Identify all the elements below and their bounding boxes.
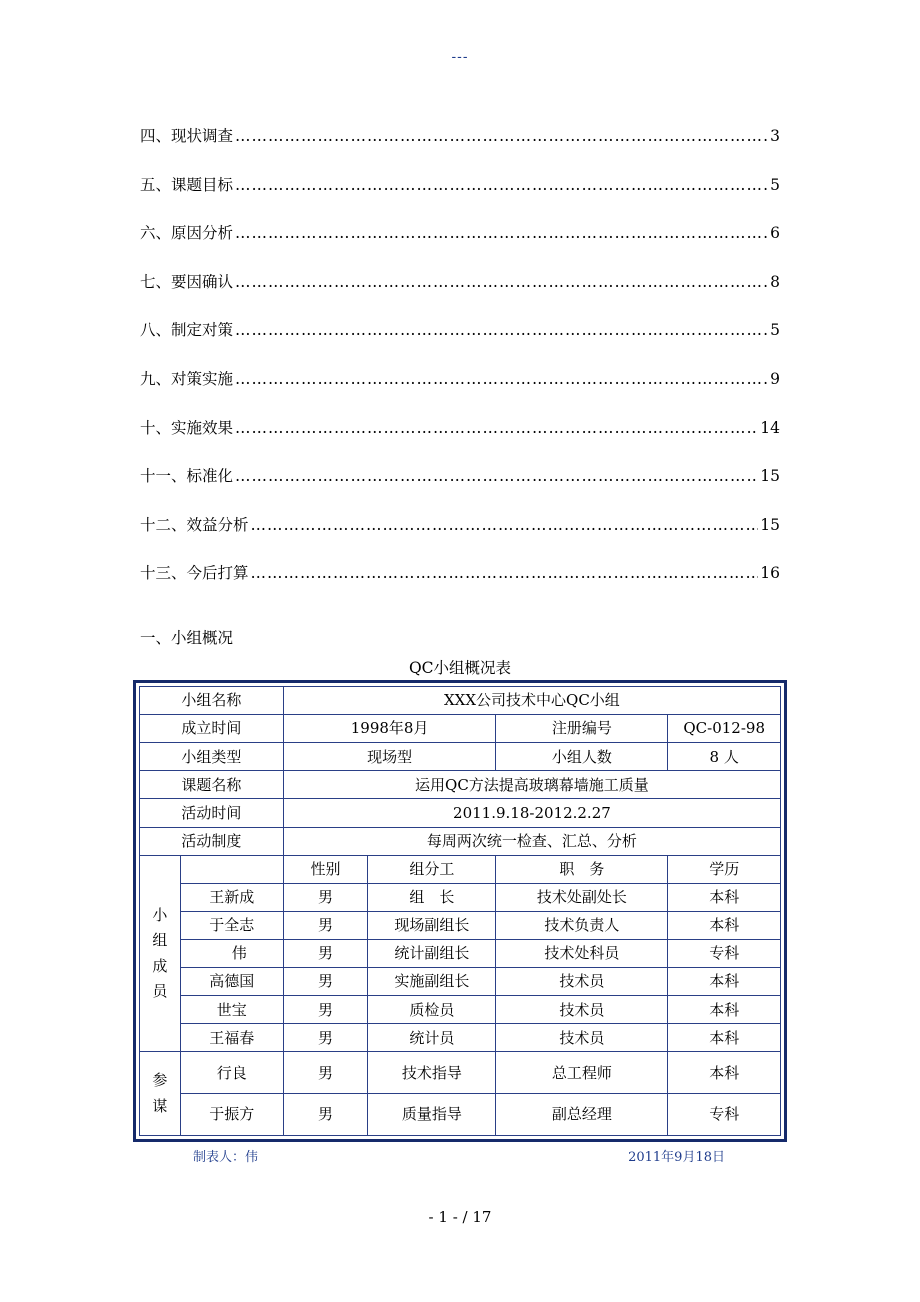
member-row xyxy=(140,883,781,911)
member-name: 伟 xyxy=(180,939,283,967)
member-name: 王福春 xyxy=(180,1024,283,1052)
member-sex: 男 xyxy=(283,1024,367,1052)
member-row xyxy=(140,911,781,939)
table-row xyxy=(140,743,781,771)
toc-leader-dots xyxy=(235,467,758,485)
table-maker: 制表人：伟 xyxy=(193,1150,259,1165)
toc-entry[interactable] xyxy=(140,464,780,513)
qc-group-table xyxy=(133,680,787,1142)
member-role: 实施副组长 xyxy=(368,968,496,996)
member-edu: 本科 xyxy=(668,883,781,911)
advisor-sex: 男 xyxy=(283,1052,367,1094)
toc-entry-page: 8 xyxy=(770,272,780,291)
toc-entry-title: 八、制定对策 xyxy=(140,321,234,340)
toc-entry[interactable] xyxy=(140,173,780,222)
toc-entry-page: 6 xyxy=(770,224,780,243)
member-title: 技术员 xyxy=(496,1024,668,1052)
member-sex: 男 xyxy=(283,968,367,996)
section-title: 一、小组概况 xyxy=(140,629,234,647)
member-role: 组 长 xyxy=(368,883,496,911)
toc-entry-page: 5 xyxy=(770,175,780,194)
header-mark: --- xyxy=(451,48,469,64)
advisor-edu: 专科 xyxy=(668,1094,781,1136)
label-cell: 活动时间 xyxy=(140,799,284,827)
table-of-contents xyxy=(140,124,780,610)
toc-leader-dots xyxy=(235,127,768,145)
table-date: 2011年9月18日 xyxy=(628,1150,725,1165)
toc-entry-title: 五、课题目标 xyxy=(140,175,234,194)
toc-entry-title: 四、现状调查 xyxy=(140,127,234,145)
advisor-name: 行良 xyxy=(180,1052,283,1094)
toc-entry-page: 16 xyxy=(760,564,780,583)
table-caption: QC小组概况表 xyxy=(408,659,512,677)
toc-entry-title: 十、实施效果 xyxy=(140,418,234,437)
member-edu: 本科 xyxy=(668,1024,781,1052)
toc-entry[interactable] xyxy=(140,561,780,610)
value-cell: 每周两次统一检查、汇总、分析 xyxy=(283,827,780,855)
toc-leader-dots xyxy=(235,370,768,388)
advisor-row xyxy=(140,1052,781,1094)
members-group-label: 小 组 成 员 xyxy=(140,855,181,1052)
member-title: 技术处科员 xyxy=(496,939,668,967)
toc-entry[interactable] xyxy=(140,318,780,367)
member-row xyxy=(140,968,781,996)
member-role: 质检员 xyxy=(368,996,496,1024)
toc-leader-dots xyxy=(235,419,758,437)
value-cell: 运用QC方法提高玻璃幕墙施工质量 xyxy=(283,771,780,799)
member-role: 统计员 xyxy=(368,1024,496,1052)
toc-leader-dots xyxy=(235,176,768,194)
toc-entry[interactable] xyxy=(140,367,780,416)
member-name: 王新成 xyxy=(180,883,283,911)
member-edu: 本科 xyxy=(668,968,781,996)
table-row xyxy=(140,687,781,715)
toc-leader-dots xyxy=(235,321,768,339)
member-row xyxy=(140,996,781,1024)
column-header: 性别 xyxy=(283,855,367,883)
advisor-title: 副总经理 xyxy=(496,1094,668,1136)
toc-leader-dots xyxy=(251,564,759,582)
advisor-role: 技术指导 xyxy=(368,1052,496,1094)
member-row xyxy=(140,1024,781,1052)
member-header-row xyxy=(140,855,781,883)
toc-entry-title: 十三、今后打算 xyxy=(140,564,249,583)
table-row xyxy=(140,799,781,827)
advisor-edu: 本科 xyxy=(668,1052,781,1094)
member-sex: 男 xyxy=(283,883,367,911)
member-sex: 男 xyxy=(283,996,367,1024)
column-header-empty xyxy=(180,855,283,883)
value-cell: 1998年8月 xyxy=(283,715,496,743)
member-name: 于全志 xyxy=(180,911,283,939)
table-row xyxy=(140,827,781,855)
toc-entry-title: 十二、效益分析 xyxy=(140,515,249,534)
member-edu: 本科 xyxy=(668,911,781,939)
label-cell: 小组名称 xyxy=(140,687,284,715)
toc-entry-title: 七、要因确认 xyxy=(140,272,234,291)
value-cell: XXX公司技术中心QC小组 xyxy=(283,687,780,715)
value-cell: 2011.9.18-2012.2.27 xyxy=(283,799,780,827)
table-row xyxy=(140,771,781,799)
toc-entry[interactable] xyxy=(140,513,780,562)
column-header: 学历 xyxy=(668,855,781,883)
label-cell: 小组人数 xyxy=(496,743,668,771)
label-cell: 成立时间 xyxy=(140,715,284,743)
value-cell: 现场型 xyxy=(283,743,496,771)
member-name: 世宝 xyxy=(180,996,283,1024)
member-sex: 男 xyxy=(283,911,367,939)
toc-entry-page: 15 xyxy=(760,467,780,486)
toc-entry-title: 六、原因分析 xyxy=(140,224,234,243)
toc-entry[interactable] xyxy=(140,270,780,319)
toc-entry-title: 十一、标准化 xyxy=(140,467,234,486)
label-cell: 小组类型 xyxy=(140,743,284,771)
advisor-role: 质量指导 xyxy=(368,1094,496,1136)
toc-leader-dots xyxy=(251,516,759,534)
member-edu: 专科 xyxy=(668,939,781,967)
label-cell: 活动制度 xyxy=(140,827,284,855)
toc-entry[interactable] xyxy=(140,221,780,270)
page-number: - 1 - / 17 xyxy=(428,1208,492,1226)
label-cell: 注册编号 xyxy=(496,715,668,743)
toc-leader-dots xyxy=(235,273,768,291)
member-title: 技术员 xyxy=(496,968,668,996)
toc-leader-dots xyxy=(235,224,768,242)
toc-entry-page: 3 xyxy=(770,127,780,145)
advisors-group-label: 参 谋 xyxy=(140,1052,181,1136)
member-role: 统计副组长 xyxy=(368,939,496,967)
column-header: 组分工 xyxy=(368,855,496,883)
toc-entry-page: 9 xyxy=(770,369,780,388)
member-edu: 本科 xyxy=(668,996,781,1024)
toc-entry-page: 14 xyxy=(760,418,780,437)
member-role: 现场副组长 xyxy=(368,911,496,939)
toc-entry-page: 15 xyxy=(760,515,780,534)
value-cell: 8 人 xyxy=(668,743,781,771)
toc-entry[interactable] xyxy=(140,124,780,173)
advisor-name: 于振方 xyxy=(180,1094,283,1136)
table-row xyxy=(140,715,781,743)
toc-entry-title: 九、对策实施 xyxy=(140,369,234,388)
advisor-title: 总工程师 xyxy=(496,1052,668,1094)
toc-entry[interactable] xyxy=(140,416,780,465)
member-row xyxy=(140,939,781,967)
advisor-row xyxy=(140,1094,781,1136)
value-cell: QC-012-98 xyxy=(668,715,781,743)
member-sex: 男 xyxy=(283,939,367,967)
member-title: 技术员 xyxy=(496,996,668,1024)
toc-entry-page: 5 xyxy=(770,321,780,340)
label-cell: 课题名称 xyxy=(140,771,284,799)
member-title: 技术处副处长 xyxy=(496,883,668,911)
column-header: 职 务 xyxy=(496,855,668,883)
member-name: 高德国 xyxy=(180,968,283,996)
member-title: 技术负责人 xyxy=(496,911,668,939)
advisor-sex: 男 xyxy=(283,1094,367,1136)
table-footer xyxy=(193,1146,725,1165)
